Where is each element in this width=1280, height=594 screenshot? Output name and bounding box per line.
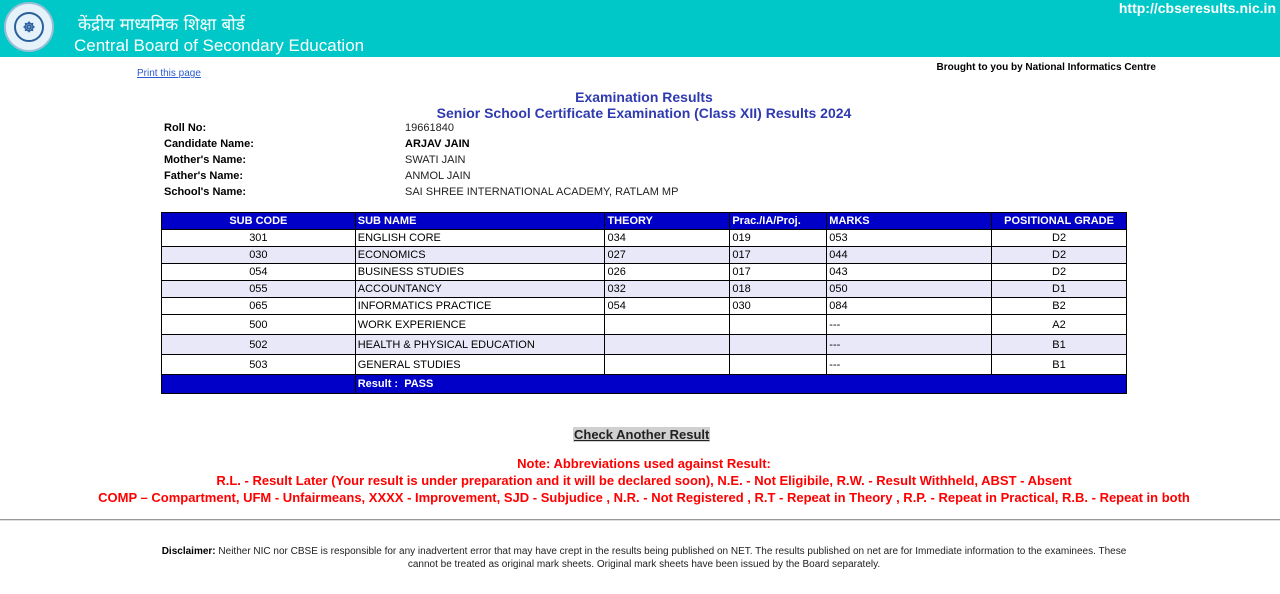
theory: 027 (605, 247, 730, 264)
marks: 053 (827, 230, 992, 247)
site-header (0, 0, 1280, 57)
theory (605, 355, 730, 375)
grade: D2 (992, 247, 1127, 264)
grade: D2 (992, 230, 1127, 247)
english-board-title: Central Board of Secondary Education (74, 36, 365, 55)
prac (730, 355, 827, 375)
theory (605, 315, 730, 335)
grade: B1 (992, 335, 1127, 355)
prac: 017 (730, 264, 827, 281)
mother-name-label: Mother's Name: (164, 154, 247, 166)
table-header-row (162, 213, 1127, 230)
result-row (162, 375, 1127, 394)
candidate-name-label: Candidate Name: (164, 138, 254, 150)
school-name-value: SAI SHREE INTERNATIONAL ACADEMY, RATLAM MP (405, 186, 679, 198)
table-row (162, 264, 1127, 281)
grade: D1 (992, 281, 1127, 298)
col-theory: THEORY (605, 213, 730, 230)
school-name-label: School's Name: (164, 186, 247, 198)
col-grade: POSITIONAL GRADE (992, 213, 1127, 230)
sub-code: 054 (162, 264, 356, 281)
table-row (162, 281, 1127, 298)
prac: 030 (730, 298, 827, 315)
site-url: http://cbseresults.nic.in (1118, 0, 1276, 16)
hindi-board-title: केंद्रीय माध्यमिक शिक्षा बोर्ड (78, 15, 245, 35)
theory: 032 (605, 281, 730, 298)
sub-name: INFORMATICS PRACTICE (355, 298, 605, 315)
divider (0, 519, 1280, 521)
result-cell (355, 375, 1126, 394)
father-name-value: ANMOL JAIN (405, 170, 471, 182)
result-value: PASS (404, 378, 434, 390)
theory: 026 (605, 264, 730, 281)
prac (730, 335, 827, 355)
col-sub-name: SUB NAME (355, 213, 605, 230)
table-row (162, 298, 1127, 315)
roll-no-value: 19661840 (405, 122, 454, 134)
cbse-emblem-icon: ☸ (4, 2, 54, 52)
sub-code: 030 (162, 247, 356, 264)
sub-code: 055 (162, 281, 356, 298)
theory: 034 (605, 230, 730, 247)
grade: A2 (992, 315, 1127, 335)
table-row (162, 355, 1127, 375)
grade: B2 (992, 298, 1127, 315)
sub-name: ECONOMICS (355, 247, 605, 264)
result-spacer (162, 375, 356, 394)
candidate-name-value: ARJAV JAIN (405, 138, 470, 150)
table-row (162, 315, 1127, 335)
print-page-link[interactable]: Print this page (137, 68, 201, 79)
col-prac: Prac./IA/Proj. (730, 213, 827, 230)
sub-code: 502 (162, 335, 356, 355)
sub-name: GENERAL STUDIES (355, 355, 605, 375)
grade: D2 (992, 264, 1127, 281)
marks: --- (827, 335, 992, 355)
sub-code: 065 (162, 298, 356, 315)
disclaimer-text: Neither NIC nor CBSE is responsible for any inadvertent error that may have crept in the results being published on NET. The results published on net are for Immediate information to the examinees. These cannot be treated as original mark sheets. Original mark sheets have been issued by the Board separately. (218, 546, 1127, 570)
prac (730, 315, 827, 335)
disclaimer (150, 545, 1138, 571)
prac: 018 (730, 281, 827, 298)
result-label: Result : (357, 378, 399, 390)
sub-name: BUSINESS STUDIES (355, 264, 605, 281)
table-row (162, 335, 1127, 355)
sub-name: HEALTH & PHYSICAL EDUCATION (355, 335, 605, 355)
note-title: Note: Abbreviations used against Result: (517, 456, 771, 471)
col-sub-code: SUB CODE (162, 213, 356, 230)
marks: 050 (827, 281, 992, 298)
sub-code: 500 (162, 315, 356, 335)
note-line-1: R.L. - Result Later (Your result is under preparation and it will be declared soon), N.E. - Not Eligibile, R.W. - Result Withheld, ABST - Absent (216, 473, 1072, 488)
disclaimer-label: Disclaimer: (161, 546, 216, 557)
father-name-label: Father's Name: (164, 170, 244, 182)
nic-credit: Brought to you by National Informatics Centre (936, 62, 1156, 73)
marks: --- (827, 355, 992, 375)
marks-table (161, 212, 1127, 394)
table-row (162, 247, 1127, 264)
exam-title: Examination Results (575, 89, 713, 105)
check-another-result-link[interactable]: Check Another Result (574, 427, 710, 442)
marks: --- (827, 315, 992, 335)
sub-name: WORK EXPERIENCE (355, 315, 605, 335)
prac: 017 (730, 247, 827, 264)
exam-subtitle: Senior School Certificate Examination (Class XII) Results 2024 (436, 105, 852, 121)
table-row (162, 230, 1127, 247)
mother-name-value: SWATI JAIN (405, 154, 466, 166)
marks: 084 (827, 298, 992, 315)
sub-name: ACCOUNTANCY (355, 281, 605, 298)
grade: B1 (992, 355, 1127, 375)
note-line-2: COMP – Compartment, UFM - Unfairmeans, XXXX - Improvement, SJD - Subjudice , N.R. - Not Registered , R.T - Repeat in Theory , R.P. - Repeat in Practical, R.B. - Repeat in both (98, 490, 1190, 505)
sub-code: 503 (162, 355, 356, 375)
roll-no-label: Roll No: (164, 122, 207, 134)
marks: 044 (827, 247, 992, 264)
sub-code: 301 (162, 230, 356, 247)
marks: 043 (827, 264, 992, 281)
col-marks: MARKS (827, 213, 992, 230)
prac: 019 (730, 230, 827, 247)
theory (605, 335, 730, 355)
sub-name: ENGLISH CORE (355, 230, 605, 247)
theory: 054 (605, 298, 730, 315)
